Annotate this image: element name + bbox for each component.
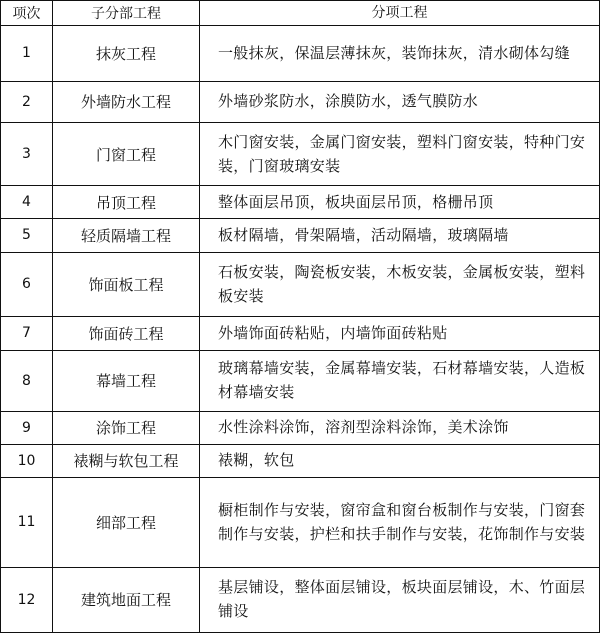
table-row <box>1 252 600 316</box>
row-subdivision: 外墙防水工程 <box>53 81 200 123</box>
header-items: 分项工程 <box>200 1 600 26</box>
row-index: 3 <box>1 123 53 186</box>
row-index: 2 <box>1 81 53 123</box>
row-subdivision: 饰面砖工程 <box>53 316 200 350</box>
row-subdivision: 轻质隔墙工程 <box>53 219 200 252</box>
row-items: 橱柜制作与安装，窗帘盒和窗台板制作与安装，门窗套制作与安装，护栏和扶手制作与安装，花饰制作与安装 <box>200 477 600 567</box>
table-row <box>1 316 600 350</box>
row-index: 4 <box>1 186 53 219</box>
row-subdivision: 裱糊与软包工程 <box>53 444 200 477</box>
row-index: 8 <box>1 350 53 411</box>
row-items: 玻璃幕墙安装，金属幕墙安装，石材幕墙安装，人造板材幕墙安装 <box>200 350 600 411</box>
table-row <box>1 81 600 123</box>
row-index: 10 <box>1 444 53 477</box>
table-row <box>1 444 600 477</box>
row-index: 11 <box>1 477 53 567</box>
row-items: 板材隔墙，骨架隔墙，活动隔墙，玻璃隔墙 <box>200 219 600 252</box>
row-subdivision: 门窗工程 <box>53 123 200 186</box>
row-items: 裱糊，软包 <box>200 444 600 477</box>
table-header-row <box>1 1 600 26</box>
row-subdivision: 饰面板工程 <box>53 252 200 316</box>
header-subdivision: 子分部工程 <box>53 1 200 26</box>
table-row <box>1 411 600 444</box>
row-subdivision: 抹灰工程 <box>53 26 200 82</box>
table-row <box>1 350 600 411</box>
row-index: 9 <box>1 411 53 444</box>
table-row <box>1 567 600 632</box>
row-subdivision: 建筑地面工程 <box>53 567 200 632</box>
row-subdivision: 涂饰工程 <box>53 411 200 444</box>
row-items: 外墙砂浆防水，涂膜防水，透气膜防水 <box>200 81 600 123</box>
row-subdivision: 细部工程 <box>53 477 200 567</box>
row-items: 整体面层吊顶，板块面层吊顶，格栅吊顶 <box>200 186 600 219</box>
row-items: 木门窗安装，金属门窗安装，塑料门窗安装，特种门安装，门窗玻璃安装 <box>200 123 600 186</box>
row-items: 石板安装，陶瓷板安装，木板安装，金属板安装，塑料板安装 <box>200 252 600 316</box>
row-subdivision: 幕墙工程 <box>53 350 200 411</box>
table-row <box>1 219 600 252</box>
table-row <box>1 26 600 82</box>
table-row <box>1 477 600 567</box>
header-index: 项次 <box>1 1 53 26</box>
row-index: 12 <box>1 567 53 632</box>
row-items: 基层铺设，整体面层铺设，板块面层铺设，木、竹面层铺设 <box>200 567 600 632</box>
row-index: 1 <box>1 26 53 82</box>
row-index: 5 <box>1 219 53 252</box>
row-index: 7 <box>1 316 53 350</box>
table-row <box>1 186 600 219</box>
table-row <box>1 123 600 186</box>
row-index: 6 <box>1 252 53 316</box>
row-items: 一般抹灰，保温层薄抹灰，装饰抹灰，清水砌体勾缝 <box>200 26 600 82</box>
row-items: 外墙饰面砖粘贴，内墙饰面砖粘贴 <box>200 316 600 350</box>
row-items: 水性涂料涂饰，溶剂型涂料涂饰，美术涂饰 <box>200 411 600 444</box>
row-subdivision: 吊顶工程 <box>53 186 200 219</box>
